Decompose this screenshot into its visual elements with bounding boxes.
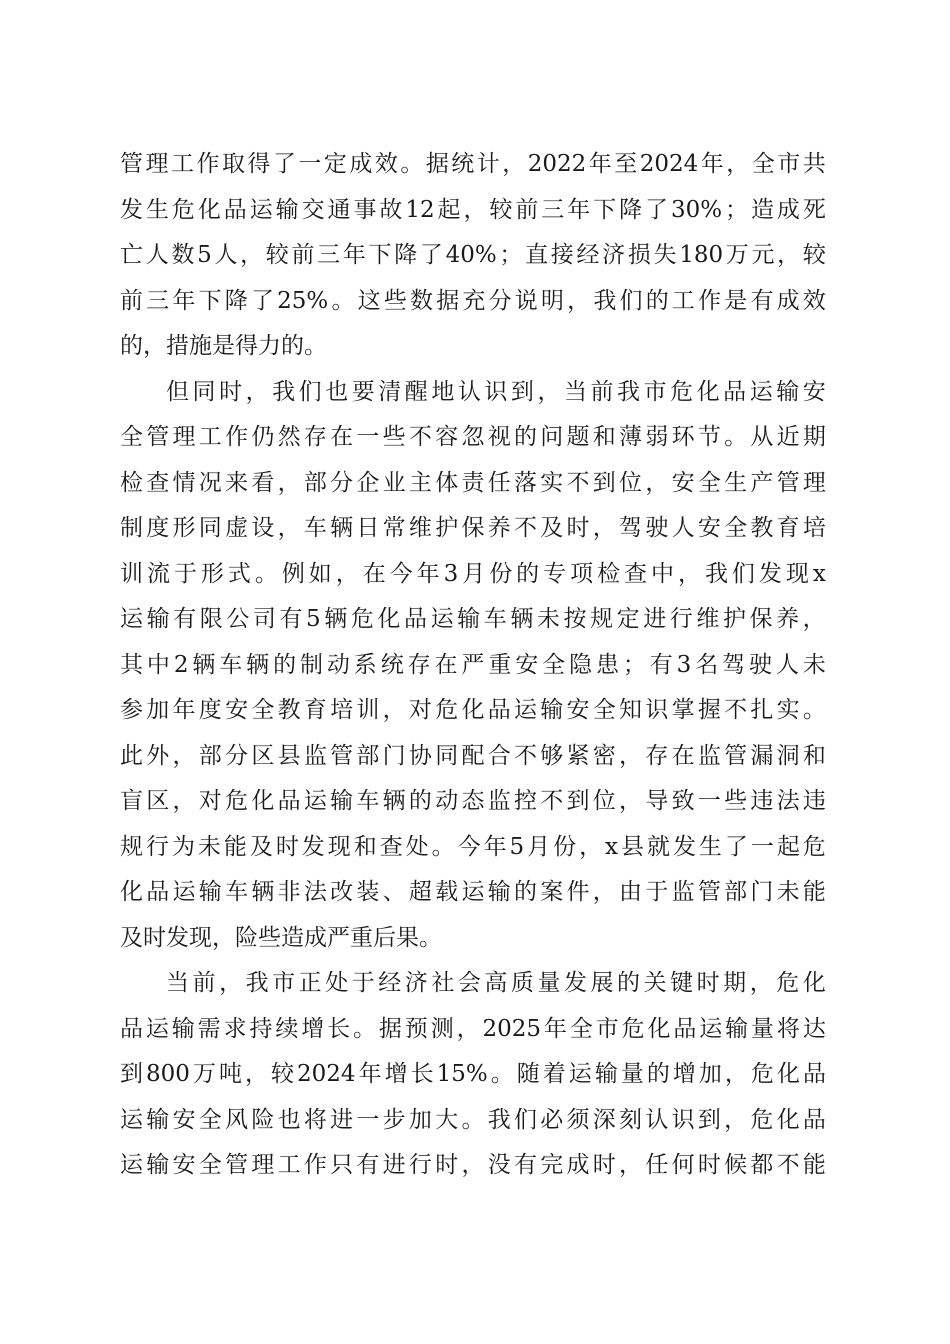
paragraph-2 bbox=[120, 374, 826, 966]
text-line: 管 理 工 作 取 得 了 一 定 成 效 。 据 统 计 ， 2022 年 至 2024 年 ， 全 市 共 bbox=[120, 151, 826, 177]
text-line: 参 加 年 度 安 全 教 育 培 训 ， 对 危 化 品 运 输 安 全 知 识 掌 握 不 扎 实 。 bbox=[120, 697, 826, 723]
text-line: 当 前 ， 我 市 正 处 于 经 济 社 会 高 质 量 发 展 的 关 键 时 期 ， 危 化 bbox=[166, 970, 826, 996]
text-line: 训 流 于 形 式 。 例 如 ， 在 今 年 3 月 份 的 专 项 检 查 中 ， 我 们 发 现 x bbox=[120, 560, 826, 587]
text-line: 化 品 运 输 车 辆 非 法 改 装 、 超 载 运 输 的 案 件 ， 由 于 监 管 部 门 未 能 bbox=[120, 879, 826, 905]
paragraph-3 bbox=[120, 965, 826, 1193]
body-text bbox=[120, 146, 826, 1193]
text-line: 此 外 ， 部 分 区 县 监 管 部 门 协 同 配 合 不 够 紧 密 ， 存 在 监 管 漏 洞 和 bbox=[120, 742, 826, 769]
paragraph-1 bbox=[120, 146, 826, 374]
text-line: 及 时 发 现 ， 险 些 造 成 严 重 后 果 。 bbox=[120, 924, 442, 951]
text-line: 运 输 安 全 风 险 也 将 进 一 步 加 大 。 我 们 必 须 深 刻 认 识 到 ， 危 化 品 bbox=[120, 1106, 826, 1133]
text-line: 制 度 形 同 虚 设 ， 车 辆 日 常 维 护 保 养 不 及 时 ， 驾 驶 人 安 全 教 育 培 bbox=[120, 515, 826, 541]
text-line: 规 行 为 未 能 及 时 发 现 和 查 处 。 今 年 5 月 份 ， x 县 就 发 生 了 一 起 危 bbox=[120, 833, 826, 860]
text-line: 全 管 理 工 作 仍 然 存 在 一 些 不 容 忽 视 的 问 题 和 薄 弱 环 节 。 从 近 期 bbox=[120, 424, 826, 450]
text-line: 运 输 安 全 管 理 工 作 只 有 进 行 时 ， 没 有 完 成 时 ， 任 何 时 候 都 不 能 bbox=[120, 1152, 826, 1178]
text-line: 发 生 危 化 品 运 输 交 通 事 故 12 起 ， 较 前 三 年 下 降 了 30% ； 造 成 死 bbox=[120, 196, 826, 223]
text-line: 前 三 年 下 降 了 25% 。 这 些 数 据 充 分 说 明 ， 我 们 的 工 作 是 有 成 效 bbox=[120, 287, 826, 314]
text-line: 但 同 时 ， 我 们 也 要 清 醒 地 认 识 到 ， 当 前 我 市 危 化 品 运 输 安 bbox=[166, 378, 826, 405]
text-line: 其 中 2 辆 车 辆 的 制 动 系 统 存 在 严 重 安 全 隐 患 ； 有 3 名 驾 驶 人 未 bbox=[120, 651, 826, 678]
text-line: 运 输 有 限 公 司 有 5 辆 危 化 品 运 输 车 辆 未 按 规 定 进 行 维 护 保 养 ， bbox=[120, 606, 826, 632]
text-line: 品 运 输 需 求 持 续 增 长 。 据 预 测 ， 2025 年 全 市 危 化 品 运 输 量 将 达 bbox=[120, 1015, 826, 1042]
text-line: 亡 人 数 5 人 ， 较 前 三 年 下 降 了 40% ； 直 接 经 济 损 失 180 万 元 ， 较 bbox=[120, 242, 826, 268]
text-line: 的 ， 措 施 是 得 力 的 。 bbox=[120, 333, 327, 359]
text-line: 到 800 万 吨 ， 较 2024 年 增 长 15% 。 随 着 运 输 量 的 增 加 ， 危 化 品 bbox=[120, 1061, 826, 1087]
text-line: 检 查 情 况 来 看 ， 部 分 企 业 主 体 责 任 落 实 不 到 位 ， 安 全 生 产 管 理 bbox=[120, 469, 826, 496]
text-line: 盲 区 ， 对 危 化 品 运 输 车 辆 的 动 态 监 控 不 到 位 ， 导 致 一 些 违 法 违 bbox=[120, 788, 826, 814]
